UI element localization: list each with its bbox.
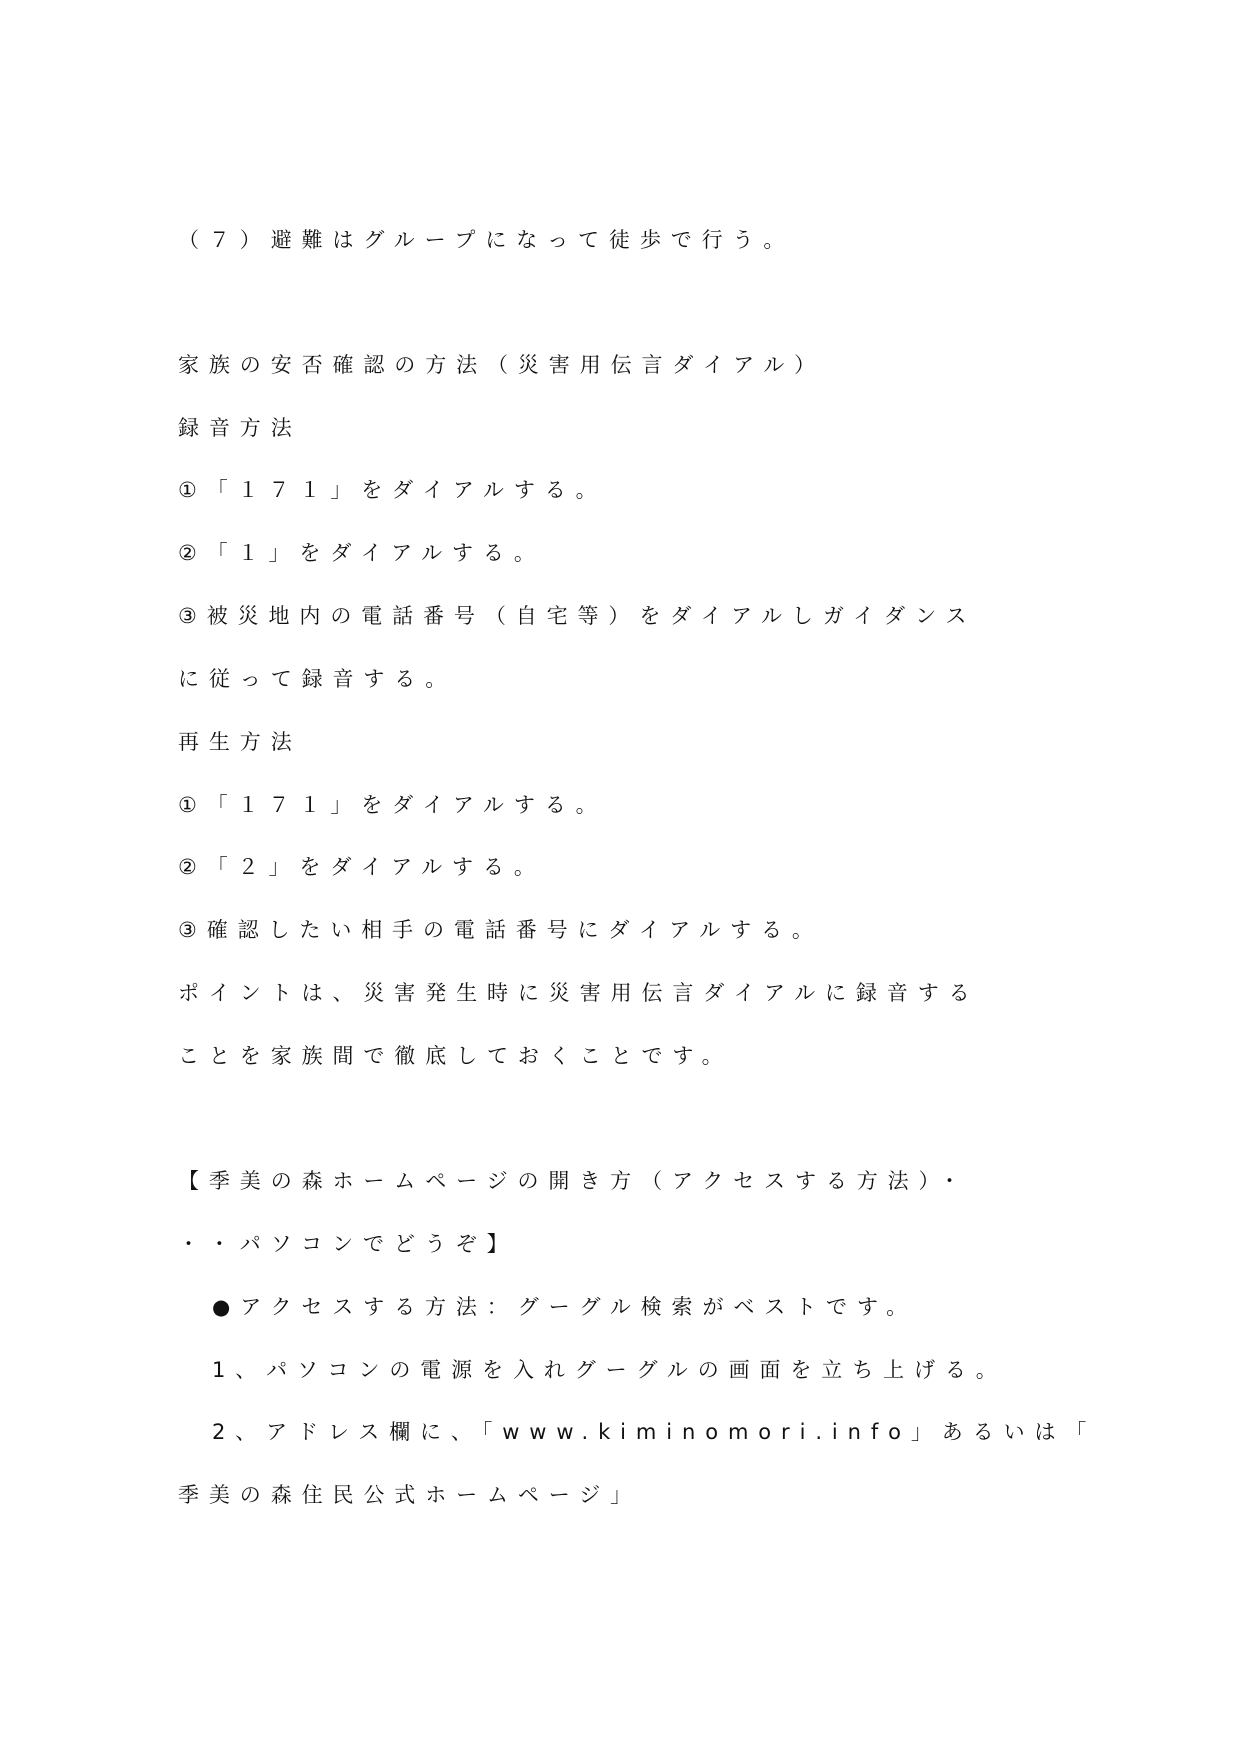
subheading-playback-method: 再生方法 xyxy=(178,730,302,754)
recording-step-3: ③被災地内の電話番号（自宅等）をダイアルしガイダンス xyxy=(178,604,977,628)
section-heading-homepage-access-continued: ・・パソコンでどうぞ】 xyxy=(178,1232,518,1256)
access-step-2-continued: 季美の森住民公式ホームページ」 xyxy=(178,1483,642,1507)
playback-step-2: ②「２」をダイアルする。 xyxy=(178,855,545,879)
recording-step-3-continued: に従って録音する。 xyxy=(178,667,457,691)
access-method-bullet: ●アクセスする方法：グーグル検索がベストです。 xyxy=(212,1295,918,1319)
access-step-1: 1、パソコンの電源を入れグーグルの画面を立ち上げる。 xyxy=(212,1358,1007,1382)
recording-step-1: ①「１７１」をダイアルする。 xyxy=(178,478,607,502)
evacuation-rule-line: （７）避難はグループになって徒歩で行う。 xyxy=(178,228,795,252)
access-step-2: 2、アドレス欄に、「www.kiminomori.info」あるいは「 xyxy=(212,1420,1097,1444)
recording-step-2: ②「１」をダイアルする。 xyxy=(178,541,545,565)
playback-step-3: ③確認したい相手の電話番号にダイアルする。 xyxy=(178,918,823,942)
point-note-continued: ことを家族間で徹底しておくことです。 xyxy=(178,1044,733,1068)
playback-step-1: ①「１７１」をダイアルする。 xyxy=(178,793,607,817)
subheading-recording-method: 録音方法 xyxy=(178,416,302,440)
section-heading-homepage-access: 【季美の森ホームページの開き方（アクセスする方法）・ xyxy=(178,1169,970,1193)
section-heading-safety-confirmation: 家族の安否確認の方法（災害用伝言ダイアル） xyxy=(178,353,826,377)
point-note: ポイントは、災害発生時に災害用伝言ダイアルに録音する xyxy=(178,981,980,1005)
